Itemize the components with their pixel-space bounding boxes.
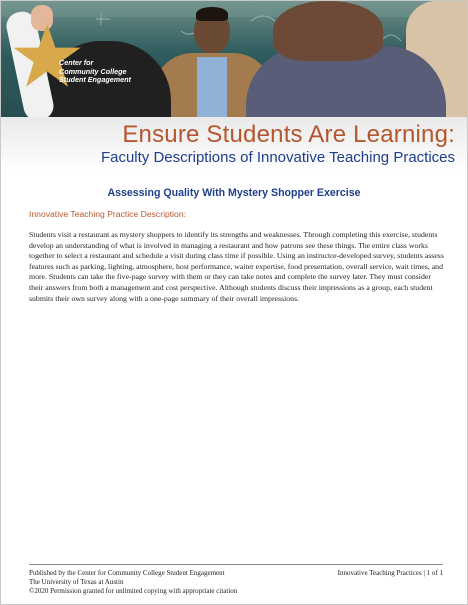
student-right-head <box>273 1 383 61</box>
footer-publisher <box>29 569 237 596</box>
footer-line-1: Published by the Center for Community College Student Engagement <box>29 569 225 577</box>
header-photo <box>1 1 467 117</box>
logo-line-3: Student Engagement <box>59 75 131 85</box>
teacher-shirt <box>197 57 227 117</box>
description-label: Innovative Teaching Practice Description: <box>29 209 186 219</box>
page-subtitle: Faculty Descriptions of Innovative Teaching Practices <box>100 149 455 166</box>
page-title: Ensure Students Are Learning: <box>122 121 455 148</box>
logo-line-1: Center for <box>59 58 94 67</box>
teacher-hair <box>196 7 228 21</box>
section-title: Assessing Quality With Mystery Shopper Exercise <box>107 187 361 199</box>
logo-text <box>59 59 179 85</box>
description-body: Students visit a restaurant as mystery shoppers to identify its strengths and weaknesses. Through completing this exercise, students develop an understanding of what is involved in managing a restaurant and how patrons see these things. The entire class works together to select a restaurant and schedule a visit during class time if possible. Using an instructor-developed survey, students assess features such as parking, lighting, atmosphere, host performance, waiter expertise, food presentation, overall service, wait times, and more. Students can take the five-page survey with them or they can take notes and complete the survey later. They must consider their answers from both a management and cost perspective. Although students discuss their impressions as a group, each student submits their own survey along with a one-page summary of their overall impressions. <box>29 230 444 303</box>
footer-page-number: Innovative Teaching Practices | 1 of 1 <box>337 569 443 577</box>
footer-divider <box>29 564 443 565</box>
footer-line-2: The University of Texas at Austin <box>29 578 124 586</box>
footer-line-3: ©2020 Permission granted for unlimited copying with appropriate citation <box>29 587 238 595</box>
logo-line-2: Community College <box>59 66 127 76</box>
